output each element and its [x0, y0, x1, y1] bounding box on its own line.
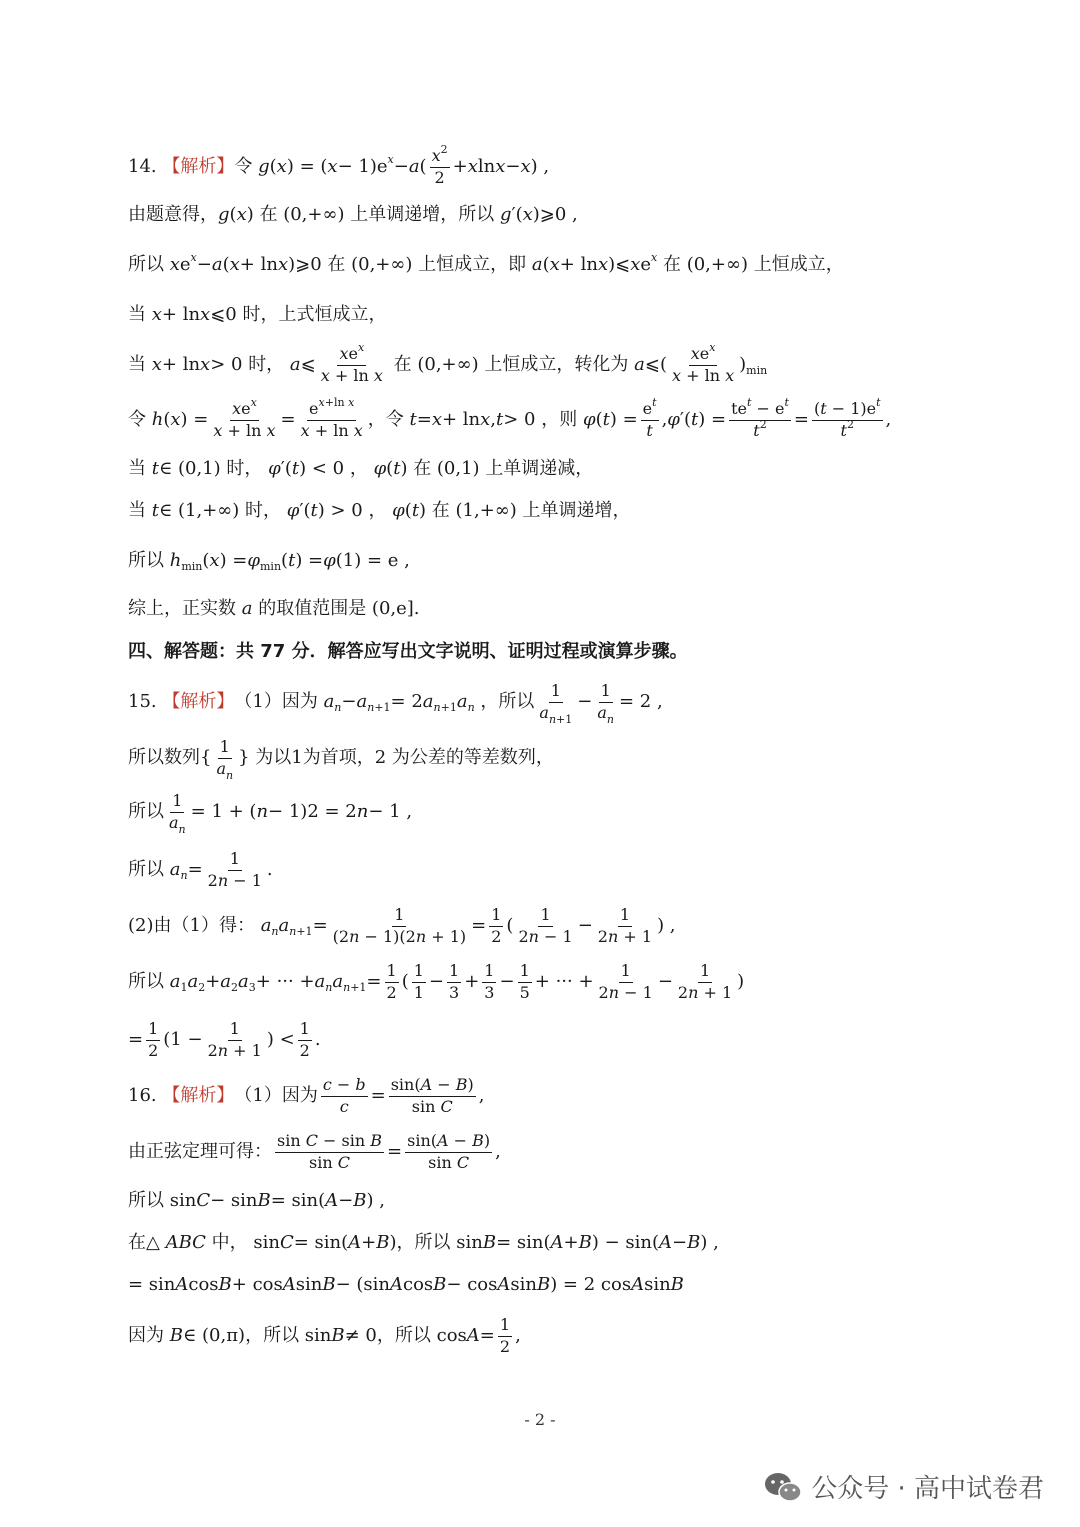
q15-line-4: 所以 a n = $\frac{1}{2n - 1}$ . [128, 848, 273, 890]
analysis-tag: 【解析】 [162, 156, 235, 177]
q14-line-2: 由题意得， g ( x ) 在 (0,+∞) 上单调递增，所以 g ′( x )⩾0 , [128, 204, 578, 225]
q14-line-7: 当 t ∈ (0,1) 时， φ ′( t ) < 0 ， φ ( t ) 在 (0,1) 上单调递减， [128, 458, 594, 479]
q15-line-3: 所以 $\frac{1}{a_n}$ = 1 + ( n − 1)2 = 2 n − 1 , [128, 790, 413, 836]
q15-line-1: 15. 【解析】 （1）因为 a n − a n+1 = 2 a n+1 a n ，所以 $\frac{1}{a_{n+1}}$ − $\frac{1}{a_n}$ = 2 , [128, 680, 663, 726]
q16-line-6: 因为 B ∈ (0,π) ，所以 sin B ≠ 0 ，所以 cos A = $\frac{1}{2}$ , [128, 1314, 521, 1356]
q14-line-5: 当 x + ln x > 0 时， a ⩽ $\frac{xe^x}{\text{x + ln x}}$ 在 (0,+∞) 上恒成立，转化为 a ⩽( $\frac{xe^x}{\text{x + ln x}}$ ) min [128, 340, 768, 385]
section-heading: 四、解答题：共 77 分．解答应写出文字说明、证明过程或演算步骤。 [128, 641, 688, 662]
q15-line-7: = $\frac{1}{2}$ (1 − $\frac{1}{2n + 1}$ ) < $\frac{1}{2}$ . [128, 1018, 321, 1060]
q16-line-3: 所以 sin C − sin B = sin( A − B ) , [128, 1190, 385, 1211]
q14-line-6: 令 h ( x ) = $\frac{xe^x}{\text{x + ln x}}$ = $\frac{e^{x+ln x}}{\text{x + ln x}}$ ，令 t = x + ln x , t > 0 ，则 φ ( t ) = $\frac{e^t}{t}$ , φ ′( t ) = $\frac{te^t - e^t}{t^2}$ = $\frac{(t - 1)e^t}{t^2}$ , [128, 395, 892, 440]
q14-line-8: 当 t ∈ (1,+∞) 时， φ ′( t ) > 0 ， φ ( t ) 在 (1,+∞) 上单调递增， [128, 500, 631, 521]
footer-text: 公众号 · 高中试卷君 [811, 1474, 1044, 1504]
q16-line-5: = sin A cos B + cos A sin B − (sin A cos B − cos A sin B ) = 2 cos A sin B [128, 1274, 684, 1295]
q14-line-3: 所以 x e x − a ( x + ln x )⩾0 在 (0,+∞) 上恒成立，即 a ( x + ln x )⩽ x e x 在 (0,+∞) 上恒成立， [128, 250, 844, 275]
q14-line-10: 综上，正实数 a 的取值范围是 (0,e] . [128, 598, 420, 619]
q16-line-1: 16. 【解析】 （1）因为 $\frac{c - b}{c}$ = $\frac{\sin(A - B)}{\text{sin C}}$ , [128, 1074, 485, 1116]
wechat-icon [763, 1471, 803, 1503]
q16-line-4: 在△ ABC 中， sin C = sin( A + B ) ，所以 sin B = sin( A + B ) − sin( A − B ) , [128, 1232, 719, 1253]
q14-line-4: 当 x + ln x ⩽0 时，上式恒成立， [128, 304, 387, 325]
question-number: 16. [128, 1085, 157, 1106]
question-number: 14. [128, 156, 157, 177]
q14-line-9: 所以 h min ( x ) = φ min ( t ) = φ (1) = e , [128, 550, 410, 573]
q14-line-1: 14. 【解析】 令 g ( x ) = ( x − 1)e x − a ( $\frac{x^2}{2}$ + x ln x − x ) , [128, 142, 550, 187]
q15-line-2: 所以数列 { $\frac{1}{a_n}$ } 为以1为首项，2 为公差的等差数列， [128, 736, 554, 782]
analysis-tag: 【解析】 [162, 691, 235, 712]
analysis-tag: 【解析】 [162, 1085, 235, 1106]
q15-line-5: (2)由（1）得： a n a n+1 = $\frac{1}{(2n - 1)(2n + 1)}$ = $\frac{1}{2}$ ( $\frac{1}{2n - 1}$ − $\frac{1}{2n + 1}$ ) , [128, 904, 676, 946]
footer-watermark [763, 1468, 1044, 1505]
page-number: - 2 - [524, 1410, 556, 1429]
q15-line-6: 所以 a 1 a 2 + a 2 a 3 + ··· + a n a n+1 = $\frac{1}{2}$ ( $\frac{1}{1}$ − $\frac{1}{3}$ + $\frac{1}{3}$ − $\frac{1}{5}$ + ··· + $\frac{1}{2n - 1}$ − $\frac{1}{2n + 1}$ ) [128, 960, 745, 1002]
question-number: 15. [128, 691, 157, 712]
q16-line-2: 由正弦定理可得： $\frac{\text{sin C − sin B}}{\text{sin C}}$ = $\frac{\sin(A - B)}{\text{sin C}}$ , [128, 1130, 501, 1172]
